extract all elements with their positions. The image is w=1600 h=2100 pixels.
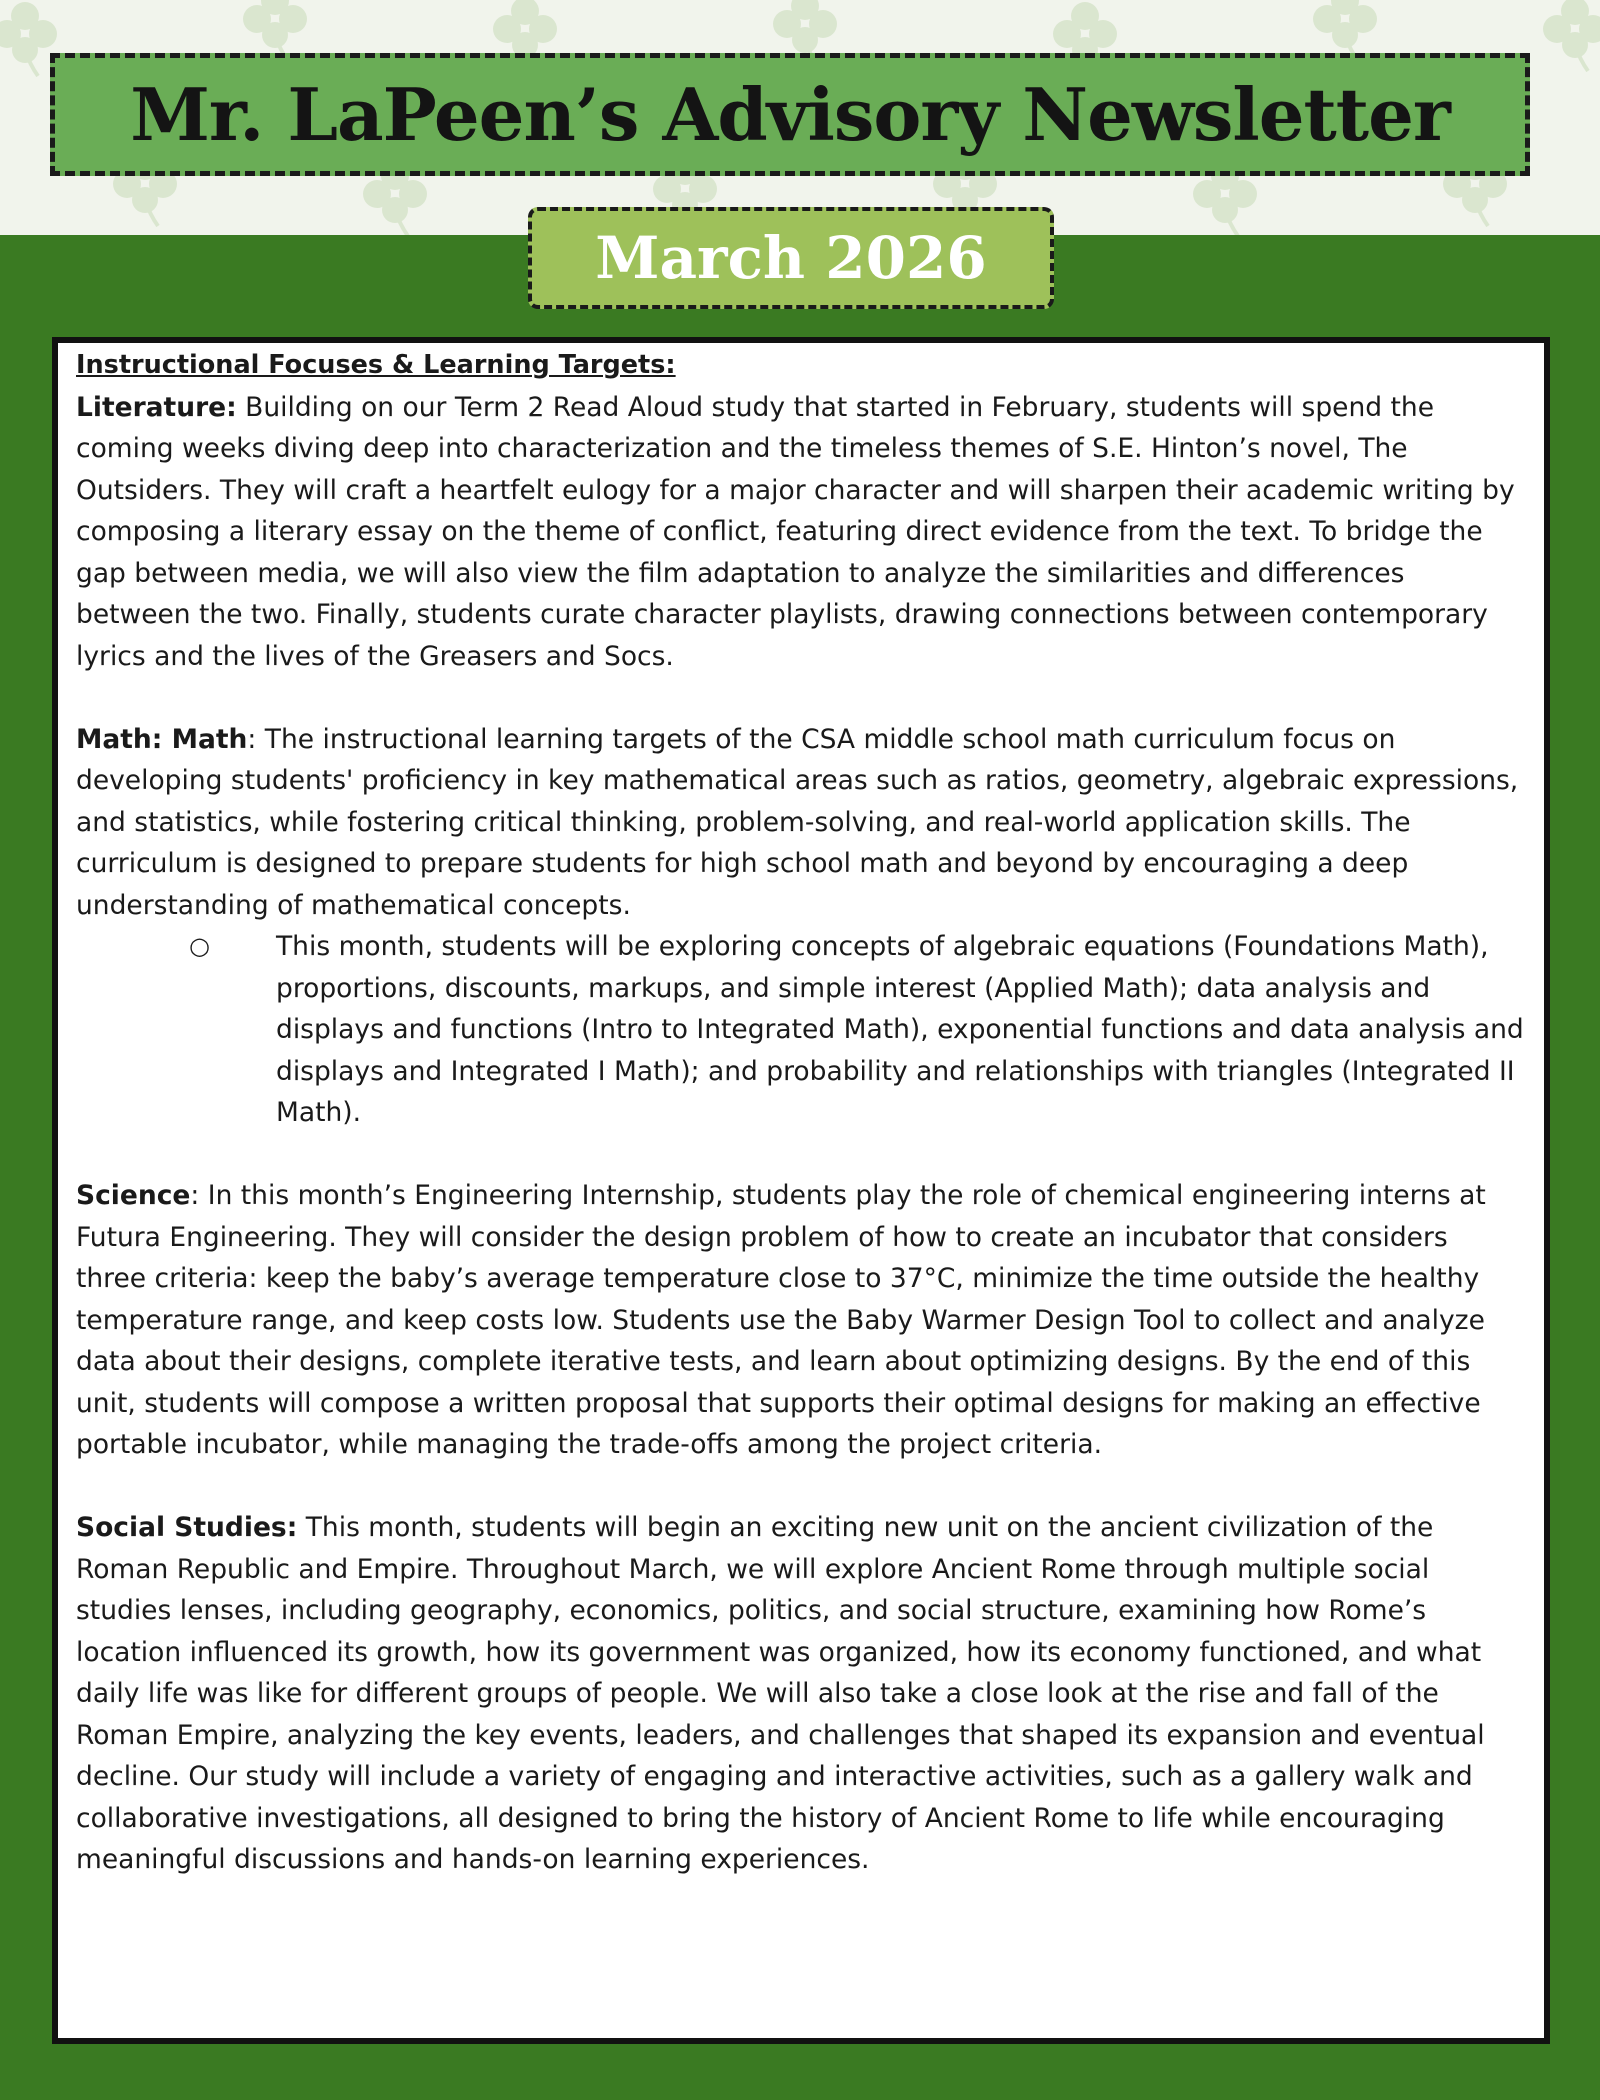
- hollow-circle-bullet-icon: ○: [189, 932, 210, 960]
- math-paragraph: [76, 719, 1526, 927]
- spacer: [76, 1466, 1526, 1508]
- content-panel: [52, 337, 1550, 2044]
- social-studies-paragraph: [76, 1507, 1526, 1881]
- math-text: : The instructional learning targets of the CSA middle school math curriculum focus on developing students' proficiency in key mathematical areas such as ratios, geometry, algebraic expressions, and statistics, while fostering critical thinking, problem-solving, and real-world application skills. The curriculum is designed to prepare students for high school math and beyond by encouraging a deep understanding of mathematical concepts.: [76, 723, 1519, 921]
- math-label: Math: Math: [76, 723, 248, 755]
- math-bullet-item: [76, 926, 1526, 1134]
- newsletter-title: Mr. LaPeen’s Advisory Newsletter: [130, 72, 1450, 157]
- date-banner: [528, 207, 1054, 309]
- math-bullet-text: This month, students will be exploring concepts of algebraic equations (Foundations Math), proportions, discounts, markups, and simple interest (Applied Math); data analysis and displays and functions (Intro to Integrated Math), exponential functions and data analysis and displays and Integrated I Math); and probability and relationships with triangles (Integrated II Math).: [276, 931, 1524, 1128]
- spacer: [76, 1134, 1526, 1176]
- spacer: [76, 677, 1526, 719]
- science-text: : In this month’s Engineering Internship, students play the role of chemical engineering interns at Futura Engineering. They will consider the design problem of how to create an incubator that considers three criteria: keep the baby’s average temperature close to 37°C, minimize the time outside the healthy temperature range, and keep costs low. Students use the Baby Warmer Design Tool to collect and analyze data about their designs, complete iterative tests, and learn about optimizing designs. By the end of this unit, students will compose a written proposal that supports their optimal designs for making an effective portable incubator, while managing the trade-offs among the project criteria.: [76, 1180, 1486, 1460]
- science-paragraph: [76, 1175, 1526, 1466]
- literature-label: Literature:: [76, 391, 237, 423]
- newsletter-date: March 2026: [595, 224, 987, 292]
- literature-text: Building on our Term 2 Read Aloud study that started in February, students will spend the coming weeks diving deep into characterization and the timeless themes of S.E. Hinton’s novel, The Outsiders. They will craft a heartfelt eulogy for a major character and will sharpen their academic writing by composing a literary essay on the theme of conflict, featuring direct evidence from the text. To bridge the gap between media, we will also view the film adaptation to analyze the similarities and differences between the two. Finally, students curate character playlists, drawing connections between contemporary lyrics and the lives of the Greasers and Socs.: [76, 391, 1515, 672]
- social-studies-text: This month, students will begin an exciting new unit on the ancient civilization of the Roman Republic and Empire. Throughout March, we will explore Ancient Rome through multiple social studies lenses, including geography, economics, politics, and social structure, examining how Rome’s location influenced its growth, how its government was organized, how its economy functioned, and what daily life was like for different groups of people. We will also take a close look at the rise and fall of the Roman Empire, analyzing the key events, leaders, and challenges that shaped its expansion and eventual decline. Our study will include a variety of engaging and interactive activities, such as a gallery walk and collaborative investigations, all designed to bring the history of Ancient Rome to life while encouraging meaningful discussions and hands-on learning experiences.: [76, 1512, 1485, 1875]
- shamrock-icon: [1530, 0, 1600, 75]
- title-banner: [50, 53, 1530, 176]
- science-label: Science: [76, 1180, 191, 1211]
- social-studies-label: Social Studies:: [76, 1512, 298, 1543]
- literature-paragraph: [76, 387, 1526, 678]
- section-heading: Instructional Focuses & Learning Targets:: [76, 350, 676, 380]
